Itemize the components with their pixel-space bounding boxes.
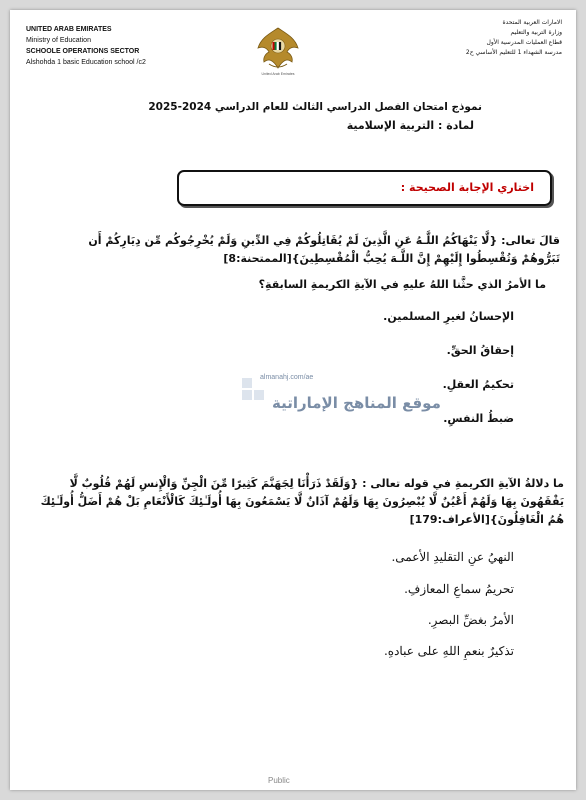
footer-classification: Public [268, 776, 290, 785]
instruction-text: اختاري الإجابة الصحيحة : [400, 181, 534, 194]
exam-page [10, 10, 576, 790]
question1-option-1[interactable]: الإحسانُ لغيرِ المسلمين. [383, 310, 514, 323]
header-ministry: Ministry of Education [26, 37, 91, 44]
question1-option-2[interactable]: إحقاقُ الحقِّ. [446, 344, 514, 357]
watermark-text: موقع المناهج الإماراتية [272, 394, 441, 412]
watermark-url: almanahj.com/ae [260, 374, 314, 381]
header-country: UNITED ARAB EMIRATES [26, 26, 112, 33]
question2-option-3[interactable]: الأمرُ بغضِّ البصرِ. [427, 613, 514, 627]
header-arabic [466, 18, 562, 58]
question1-option-4[interactable]: ضبطُ النفسِ. [443, 412, 514, 425]
question2-verse: ما دلالةُ الآيةِ الكريمةِ في قوله تعالى : {وَلَقَدْ ذَرَأْنَا لِجَهَنَّمَ كَثِيرًا مِّنَ الْجِنِّ وَالْإِنسِ لَهُمْ قُلُوبٌ لَّا يَفْقَهُونَ بِهَا وَلَهُمْ أَعْيُنٌ لَّا يُبْصِرُونَ بِهَا وَلَهُمْ آذَانٌ لَّا يَسْمَعُونَ بِهَا أُولَـٰئِكَ كَالْأَنْعَامِ بَلْ هُمْ أَضَلُّ أُولَـٰئِكَ هُمُ الْغَافِلُونَ}[الأعراف:179] [40, 477, 564, 526]
header-country-ar: الامارات العربية المتحدة [502, 19, 562, 26]
header-school-ar: مدرسة الشهداء 1 للتعليم الأساسي ح2 [465, 49, 562, 56]
uae-emblem-logo [255, 24, 301, 74]
emblem-caption: United Arab Emirates [261, 72, 295, 76]
question2-option-4[interactable]: تذكيرٌ بنعمِ اللهِ على عبادهِ. [383, 644, 514, 658]
header-english [26, 24, 146, 68]
header-sector: SCHOOLE OPERATIONS SECTOR [26, 48, 140, 55]
exam-title: نموذج امتحان الفصل الدراسي الثالث للعام الدراسي 2024-2025 [148, 101, 482, 113]
question1-prompt: ما الأمرُ الذي حثَّنا اللهُ عليهِ في الآيةِ الكريمةِ السابقةِ؟ [258, 278, 546, 291]
question2-option-2[interactable]: تحريمُ سماعِ المعازفِ. [404, 582, 514, 596]
instruction-box [177, 170, 552, 206]
header-school: Alshohda 1 basic Education school /c2 [26, 59, 146, 66]
header-sector-ar: قطاع العمليات المدرسية الأول [486, 39, 562, 46]
header-ministry-ar: وزارة التربية والتعليم [510, 29, 562, 36]
question2-option-1[interactable]: النهيُ عنِ التقليدِ الأعمى. [391, 550, 514, 564]
question1-option-3[interactable]: تحكيمُ العقلِ. [442, 378, 514, 391]
subject-line: لمادة : التربية الإسلامية [346, 119, 474, 132]
question1-verse: قالَ تعالى: {لَّا يَنْهَاكُمُ اللَّـهُ عَنِ الَّذِينَ لَمْ يُقَاتِلُوكُمْ فِي الدِّينِ وَلَمْ يُخْرِجُوكُم مِّن دِيَارِكُمْ أَن تَبَرُّوهُمْ وَتُقْسِطُوا إِلَيْهِمْ إِنَّ اللَّـهَ يُحِبُّ الْمُقْسِطِينَ}[الممتحنة:8] [88, 234, 560, 265]
